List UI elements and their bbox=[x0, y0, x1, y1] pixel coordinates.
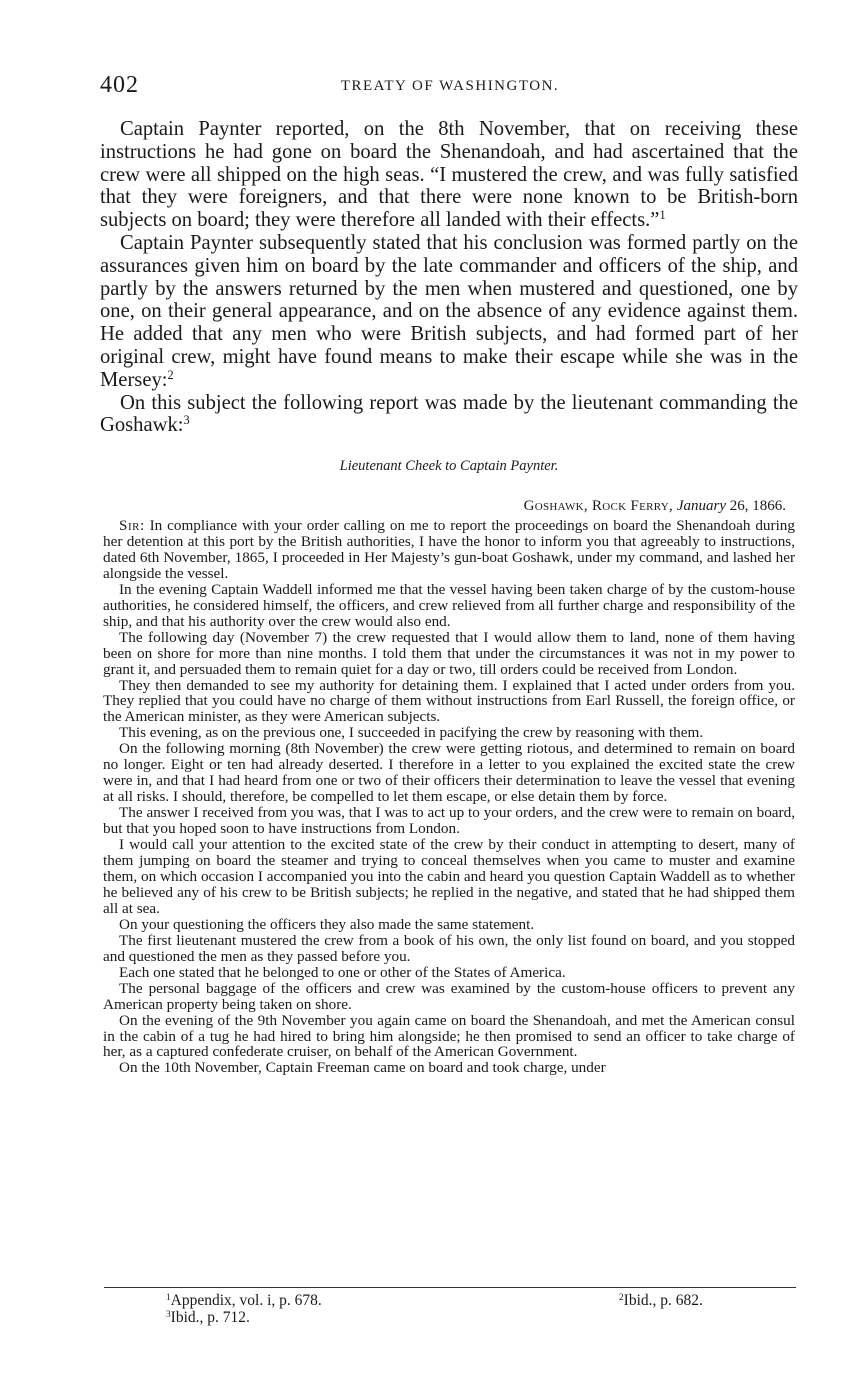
letter-paragraph: On the following morning (8th November) the crew were getting riotous, and determined to remain on board no longer. Eight or ten had already deserted. I therefore in a letter to you explained the excited state the crew were in, and that I had heard from one or two of their officers their determination to leave the vessel that evening at all risks. I should, therefore, be compelled to let them escape, or else detain them by force. bbox=[103, 740, 795, 806]
running-title: TREATY OF WASHINGTON. bbox=[340, 78, 560, 94]
footnotes bbox=[104, 1292, 796, 1326]
letter-paragraph: The first lieutenant mustered the crew from a book of his own, the only list found on board, and you stopped and questioned the men as they passed before you. bbox=[103, 931, 795, 965]
dateline-day-year: 26, 1866. bbox=[726, 498, 786, 514]
letter-paragraph: Sir: In compliance with your order calling on me to report the proceedings on board the Shenandoah during her detention at this port by the British authorities, I have the honor to inform you that agreeably to instructions, dated 6th November, 1865, I proceeded in Her Majesty’s gun-boat Goshawk, under my command, and lashed her alongside the vessel. bbox=[103, 517, 795, 582]
footnote-3: $^3$Ibid., p. 712. bbox=[166, 1309, 250, 1326]
letter-dateline bbox=[524, 498, 786, 515]
dateline-month: January bbox=[676, 498, 726, 514]
footnote-row bbox=[104, 1309, 796, 1326]
letter-paragraph: I would call your attention to the excited state of the crew by their conduct in attempting to desert, many of them jumping on board the steamer and trying to conceal themselves when you came to muster and examine them, on which occasion I accompanied you into the cabin and heard you question Captain Waddell as to whether he believed any of his crew to be British subjects; he replied in the negative, and stated that he had shipped them all at sea. bbox=[103, 836, 795, 917]
narrative-paragraph: Captain Paynter reported, on the 8th November, that on receiving these instructions he had gone on board the Shenandoah, and had ascertained that the crew were all shipped on the high seas. “I mustered the crew, and was fully satisfied that they were foreigners, and that there were none known to be British-born subjects on board; they were therefore all landed with their effects.”$^1$ bbox=[100, 118, 798, 232]
page-header bbox=[100, 72, 800, 102]
narrative-paragraph: Captain Paynter subsequently stated that his conclusion was formed partly on the assurances given him on board by the late commander and officers of the ship, and partly by the answers returned by the men when mustered and questioned, one by one, on their general appearance, and on the absence of any evidence against them. He added that any men who were British subjects, and had formed part of her original crew, might have found means to make their escape while she was in the Mersey:$^2$ bbox=[100, 231, 798, 391]
footnote-1: $^1$Appendix, vol. i, p. 678. bbox=[166, 1292, 322, 1309]
footnote-ref: 3 bbox=[183, 413, 190, 428]
narrative-paragraph: On this subject the following report was made by the lieutenant commanding the Goshawk:$^3$ bbox=[100, 391, 798, 437]
letter-paragraph: They then demanded to see my authority for detaining them. I explained that I acted under orders from you. They replied that you could have no charge of them without instructions from Earl Russell, the foreign office, or the American minister, as they were American subjects. bbox=[103, 676, 795, 726]
salutation: Sir: bbox=[119, 517, 145, 534]
letter-paragraph: On your questioning the officers they also made the same statement. bbox=[119, 915, 535, 933]
letter-paragraph: The personal baggage of the officers and crew was examined by the custom-house officers to prevent any American property being taken on shore. bbox=[103, 979, 795, 1013]
footnote-ref: 1 bbox=[659, 208, 666, 223]
letter-heading: Lieutenant Cheek to Captain Paynter. bbox=[339, 458, 559, 474]
dateline-place: Goshawk, Rock Ferry, bbox=[523, 498, 674, 514]
footnote-2: $^2$Ibid., p. 682. bbox=[619, 1292, 703, 1309]
footnote-row bbox=[104, 1292, 796, 1309]
letter-paragraph: The following day (November 7) the crew requested that I would allow them to land, none of them having been on shore for more than nine months. I told them that under the circumstances it was not in my power to grant it, and persuaded them to remain quiet for a day or two, till orders could be received from London. bbox=[103, 628, 795, 678]
letter-paragraph: This evening, as on the previous one, I succeeded in pacifying the crew by reasoning with them. bbox=[119, 724, 704, 742]
letter-paragraph: The answer I received from you was, that I was to act up to your orders, and the crew were to remain on board, but that you hoped soon to have instructions from London. bbox=[103, 804, 795, 838]
footnote-divider bbox=[104, 1287, 796, 1288]
page-number: 402 bbox=[100, 72, 139, 98]
narrative-text bbox=[100, 118, 798, 437]
letter-paragraph: On the evening of the 9th November you again came on board the Shenandoah, and met the American consul in the cabin of a tug he had hired to bring him alongside; he then promised to send an officer to take charge of her, as a captured confederate cruiser, on behalf of the American Government. bbox=[103, 1011, 795, 1061]
letter-body bbox=[103, 518, 795, 1076]
letter-paragraph: In the evening Captain Waddell informed me that the vessel having been taken charge of by the custom-house authorities, he considered himself, the officers, and crew relieved from all further charge and responsibility of the ship, and that his authority over the crew would also end. bbox=[103, 580, 795, 630]
letter-paragraph: On the 10th November, Captain Freeman came on board and took charge, under bbox=[119, 1059, 606, 1077]
footnote-ref: 2 bbox=[167, 367, 174, 382]
letter-paragraph: Each one stated that he belonged to one or other of the States of America. bbox=[119, 963, 566, 981]
